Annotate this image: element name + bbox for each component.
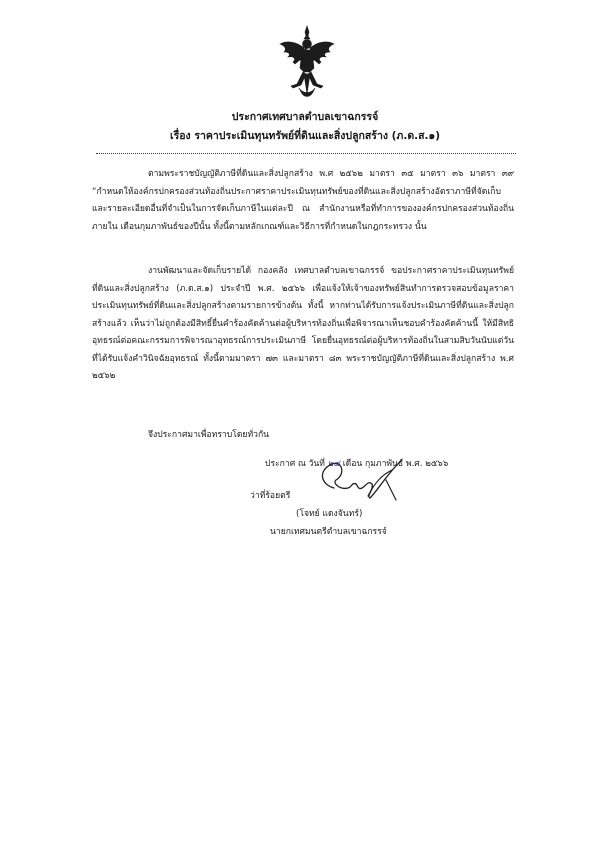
document-header <box>90 108 520 146</box>
header-line-1: ประกาศเทศบาลตำบลเขาฉกรรจ์ <box>231 111 379 123</box>
header-divider <box>96 153 516 154</box>
paragraph-3: จึงประกาศมาเพื่อทราบโดยทั่วกัน <box>148 430 270 440</box>
signer-rank: ว่าที่ร้อยตรี <box>250 491 291 501</box>
handwritten-signature <box>306 450 416 512</box>
garuda-emblem-icon <box>277 24 337 102</box>
signer-position: นายกเทศมนตรีตำบลเขาฉกรรจ์ <box>270 527 387 537</box>
signer-name: (โจทย์ แดงจันทร์) <box>296 509 363 519</box>
date-day: ๒๘ <box>327 459 341 469</box>
paragraph-2: งานพัฒนาและจัดเก็บรายได้ กองคลัง เทศบาลตำบลเขาฉกรรจ์ ขอประกาศราคาประเมินทุนทรัพย์ที่ดินและสิ่งปลูกสร้าง (ภ.ด.ส.๑) ประจำปี พ.ศ. ๒๕๖๖ เพื่อแจ้งให้เจ้าของทรัพย์สินทำการตรวจสอบข้อมูลราคาประเมินทุนทรัพย์ที่ดินและสิ่งปลูกสร้างตามรายการข้างต้น ทั้งนี้ หากท่านได้รับการแจ้งประเมินภาษีที่ดินและสิ่งปลูกสร้างแล้ว เห็นว่าไม่ถูกต้องมีสิทธิ์ยื่นคำร้องคัดค้านต่อผู้บริหารท้องถิ่นเพื่อพิจารณาเห็นชอบคำร้องคัดค้านนี้ ให้มีสิทธิอุทธรณ์ต่อคณะกรรมการพิจารณาอุทธรณ์การประเมินภาษี โดยยื่นอุทธรณ์ต่อผู้บริหารท้องถิ่นในสามสิบวันนับแต่วันที่ได้รับแจ้งคำวินิจฉัยอุทธรณ์ ทั้งนี้ตามมาตรา ๗๓ และมาตรา ๘๓ พระราชบัญญัติภาษีที่ดินและสิ่งปลูกสร้าง พ.ศ ๒๕๖๒ <box>92 266 514 381</box>
date-prefix: ประกาศ ณ วันที่ <box>265 459 325 469</box>
paragraph-1: ตามพระราชบัญญัติภาษีที่ดินและสิ่งปลูกสร้าง พ.ศ ๒๕๖๒ มาตรา ๓๕ มาตรา ๓๖ มาตรา ๓๙ “กำหนดให้องค์กรปกครองส่วนท้องถิ่นประกาศราคาประเมินทุนทรัพย์ของที่ดินและสิ่งปลูกสร้างอัตราภาษีที่จัดเก็บ และรายละเอียดอื่นที่จำเป็นในการจัดเก็บภาษีในแต่ละปี ณ สำนักงานหรือที่ทำการขององค์กรปกครองส่วนท้องถิ่นภายใน เดือนกุมภาพันธ์ของปีนั้น ทั้งนี้ตามหลักเกณฑ์และวิธีการที่กำหนดในกฎกระทรวง นั้น <box>92 169 514 232</box>
header-line-2: เรื่อง ราคาประเมินทุนทรัพย์ที่ดินและสิ่งปลูกสร้าง (ภ.ด.ส.๑) <box>170 130 440 142</box>
date-suffix: เดือน กุมภาพันธ์ พ.ศ. ๒๕๖๖ <box>342 459 449 469</box>
